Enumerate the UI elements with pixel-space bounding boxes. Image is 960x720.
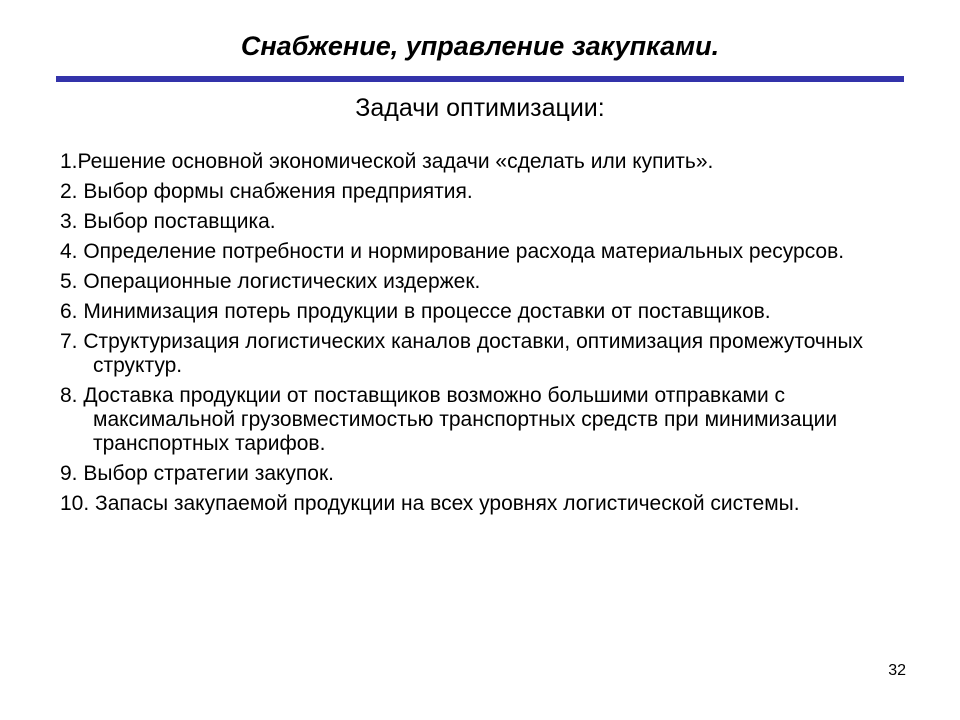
slide-subtitle: Задачи оптимизации: [355, 94, 605, 122]
task-item-10: 10. Запасы закупаемой продукции на всех уровнях логистической системы. [60, 492, 800, 515]
task-item-7: 7. Структуризация логистических каналов доставки, оптимизация промежуточных структур. [60, 330, 864, 377]
task-list [60, 150, 900, 522]
title-divider [56, 76, 904, 82]
task-item-9: 9. Выбор стратегии закупок. [60, 462, 335, 485]
task-item-2: 2. Выбор формы снабжения предприятия. [60, 180, 473, 203]
page-number: 32 [888, 662, 906, 679]
task-item-3: 3. Выбор поставщика. [60, 210, 276, 233]
task-item-8: 8. Доставка продукции от поставщиков возможно большими отправками с максимальной грузовместимостью транспортных средств при минимизации транспортных тарифов. [60, 384, 838, 455]
task-item-6: 6. Минимизация потерь продукции в процессе доставки от поставщиков. [60, 300, 771, 323]
slide-title: Снабжение, управление закупками. [240, 31, 720, 61]
task-item-4: 4. Определение потребности и нормирование расхода материальных ресурсов. [60, 240, 845, 263]
task-item-1: 1.Решение основной экономической задачи «сделать или купить». [60, 150, 714, 173]
task-item-5: 5. Операционные логистических издержек. [60, 270, 481, 293]
